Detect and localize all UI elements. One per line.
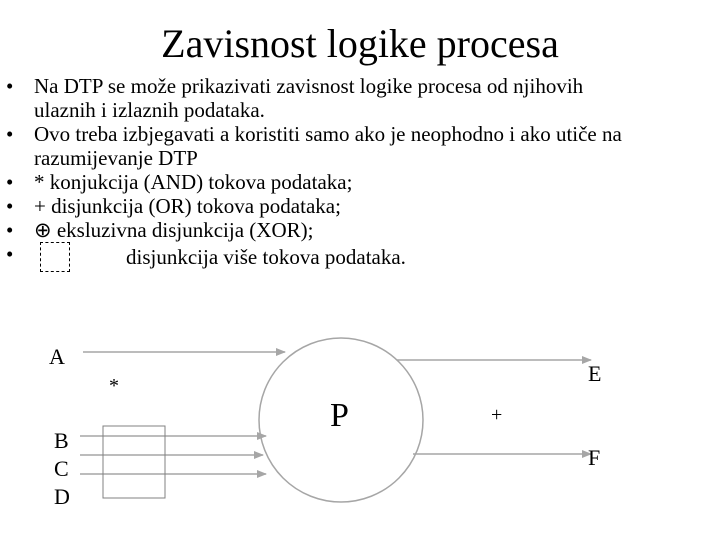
label-input-b: B: [54, 428, 69, 453]
bullet-text: Na DTP se može prikazivati zavisnost logike procesa od njihovih: [34, 74, 584, 98]
bullet-text: Ovo treba izbjegavati a koristiti samo ako je neophodno i ako utiče na: [34, 122, 622, 146]
label-output-e: E: [588, 361, 602, 386]
bullet-text: * konjukcija (AND) tokova podataka;: [34, 170, 353, 194]
bullet-glyph: •: [6, 242, 14, 266]
bullet-text: razumijevanje DTP: [34, 146, 198, 170]
label-output-f: F: [588, 445, 601, 470]
bullet-glyph: •: [6, 74, 14, 98]
grouping-box: [103, 426, 165, 498]
bullet-text: disjunkcija više tokova podataka.: [126, 245, 406, 269]
bullet-glyph: •: [6, 122, 14, 146]
bullet-glyph: •: [6, 194, 14, 218]
slide-title: Zavisnost logike procesa: [161, 21, 559, 66]
label-process-p: P: [330, 397, 349, 434]
bullet-text: ulaznih i izlaznih podataka.: [34, 98, 265, 122]
bullet-text: ⊕ eksluzivna disjunkcija (XOR);: [34, 218, 314, 242]
label-input-a: A: [49, 344, 65, 369]
label-input-d: D: [54, 484, 70, 509]
label-input-c: C: [54, 456, 69, 481]
bullet-glyph: •: [6, 218, 14, 242]
bullet-glyph: •: [6, 170, 14, 194]
label-and-operator: *: [109, 375, 119, 397]
bullet-text: + disjunkcija (OR) tokova podataka;: [34, 194, 341, 218]
label-or-operator: +: [491, 404, 503, 426]
